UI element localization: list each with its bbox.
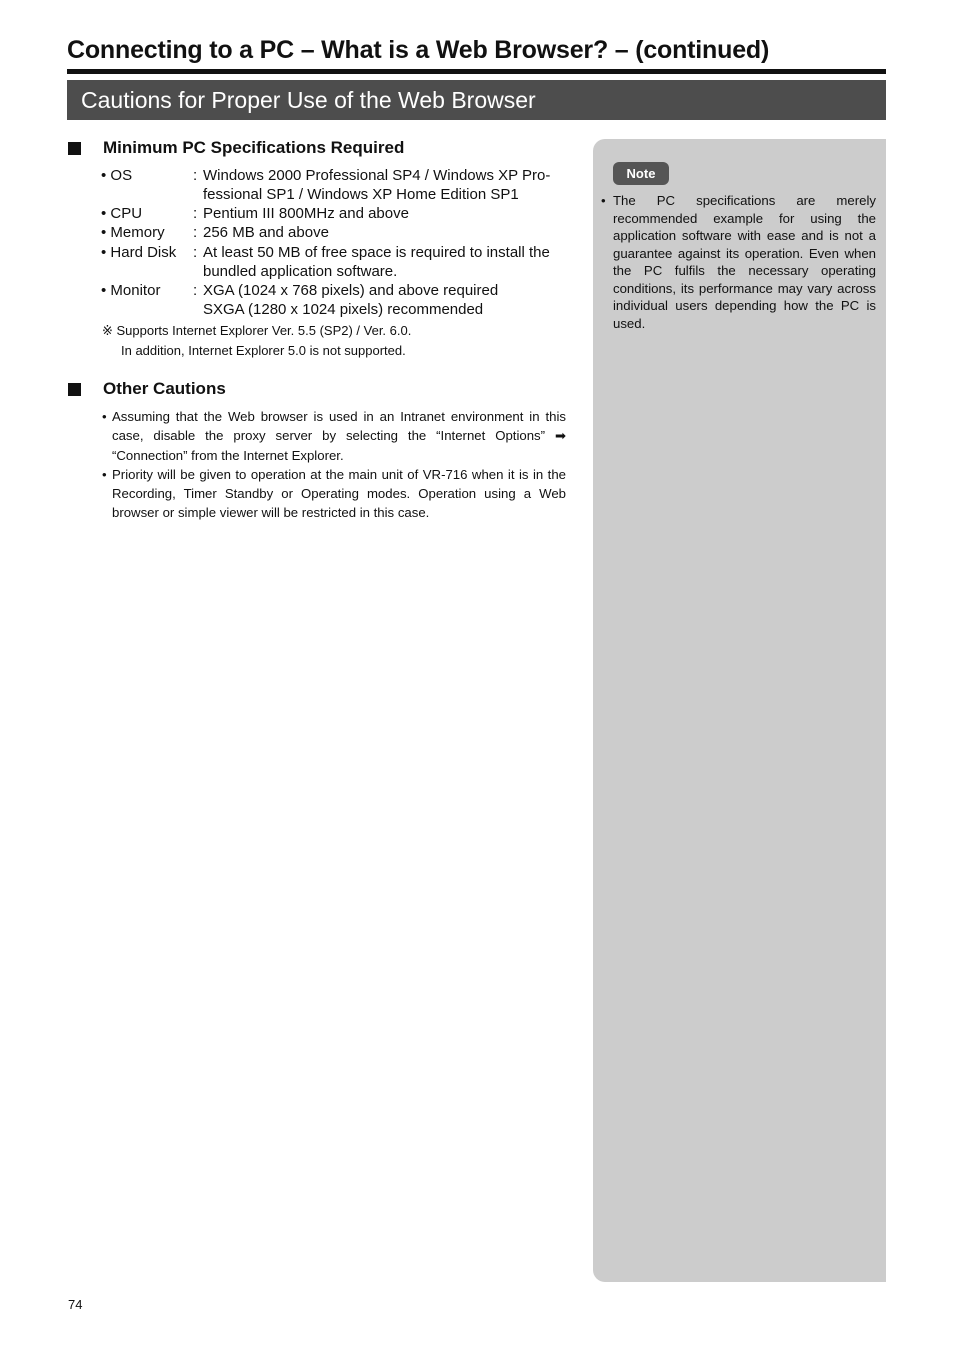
spec-value-line: fessional SP1 / Windows XP Home Edition SP1	[203, 186, 519, 203]
spec-row-memory	[101, 223, 571, 243]
browser-support-line: ※ Supports Internet Explorer Ver. 5.5 (SP2) / Ver. 6.0.	[102, 323, 412, 338]
note-sidebar	[593, 139, 886, 1282]
note-badge: Note	[613, 162, 669, 185]
square-bullet-icon	[68, 142, 81, 155]
spec-table	[101, 166, 571, 319]
spec-row-hard-disk	[101, 243, 571, 281]
spec-label: • Memory	[101, 224, 165, 241]
bullet: •	[102, 409, 107, 424]
spec-label: • Hard Disk	[101, 244, 177, 261]
list-item	[102, 465, 566, 523]
browser-support-note	[102, 321, 572, 360]
spec-value	[203, 204, 571, 223]
spec-label: • CPU	[101, 205, 143, 222]
spec-colon: :	[193, 205, 198, 222]
spec-label: • OS	[101, 167, 133, 184]
spec-value-line: At least 50 MB of free space is required to install the	[203, 244, 550, 261]
caution-list	[102, 407, 566, 523]
caution-text: Assuming that the Web browser is used in an Intranet environment in this case, disable the proxy server by selecting the “Internet Options” ➡ “Connection” from the Internet Explorer.	[112, 409, 566, 463]
spec-row-cpu	[101, 204, 571, 223]
square-bullet-icon	[68, 383, 81, 396]
spec-colon: :	[193, 282, 198, 299]
note-text: The PC specifications are merely recommended example for using the application software with ease and is not a guarantee against its operation. Even when the PC fulfils the necessary operating conditions, its performance may vary across individual users depending how the PC is used.	[613, 193, 876, 331]
min-specs-heading	[68, 138, 404, 158]
other-cautions-heading	[68, 379, 226, 399]
title-rule	[67, 69, 886, 74]
spec-label: • Monitor	[101, 282, 161, 299]
spec-value	[203, 166, 571, 204]
spec-value	[203, 281, 571, 319]
list-item	[102, 407, 566, 465]
spec-colon: :	[193, 224, 198, 241]
spec-value-line: 256 MB and above	[203, 224, 329, 241]
bullet: •	[102, 466, 107, 482]
spec-colon: :	[193, 244, 198, 261]
spec-value-line: SXGA (1280 x 1024 pixels) recommended	[203, 301, 484, 318]
spec-value-line: bundled application software.	[203, 263, 398, 280]
spec-value	[203, 223, 571, 243]
caution-text: Priority will be given to operation at the main unit of VR-716 when it is in the Recording, Timer Standby or Operating modes. Operation using a Web browser or simple viewer will be restricted in this case.	[112, 466, 566, 521]
browser-support-line: In addition, Internet Explorer 5.0 is not supported.	[121, 342, 406, 358]
page-number: 74	[68, 1297, 83, 1312]
spec-row-monitor	[101, 281, 571, 319]
spec-value-line: Pentium III 800MHz and above	[203, 205, 409, 222]
min-specs-heading-text: Minimum PC Specifications Required	[103, 138, 405, 157]
page-title: Connecting to a PC – What is a Web Browser? – (continued)	[67, 36, 770, 64]
note-body	[601, 192, 876, 332]
spec-value-line: XGA (1024 x 768 pixels) and above required	[203, 282, 499, 299]
bullet: •	[601, 193, 606, 208]
spec-row-os	[101, 166, 571, 204]
spec-colon: :	[193, 167, 198, 184]
spec-value	[203, 243, 571, 281]
section-banner: Cautions for Proper Use of the Web Browser	[67, 80, 886, 120]
spec-value-line: Windows 2000 Professional SP4 / Windows XP Pro-	[203, 167, 551, 184]
other-cautions-heading-text: Other Cautions	[103, 379, 226, 398]
